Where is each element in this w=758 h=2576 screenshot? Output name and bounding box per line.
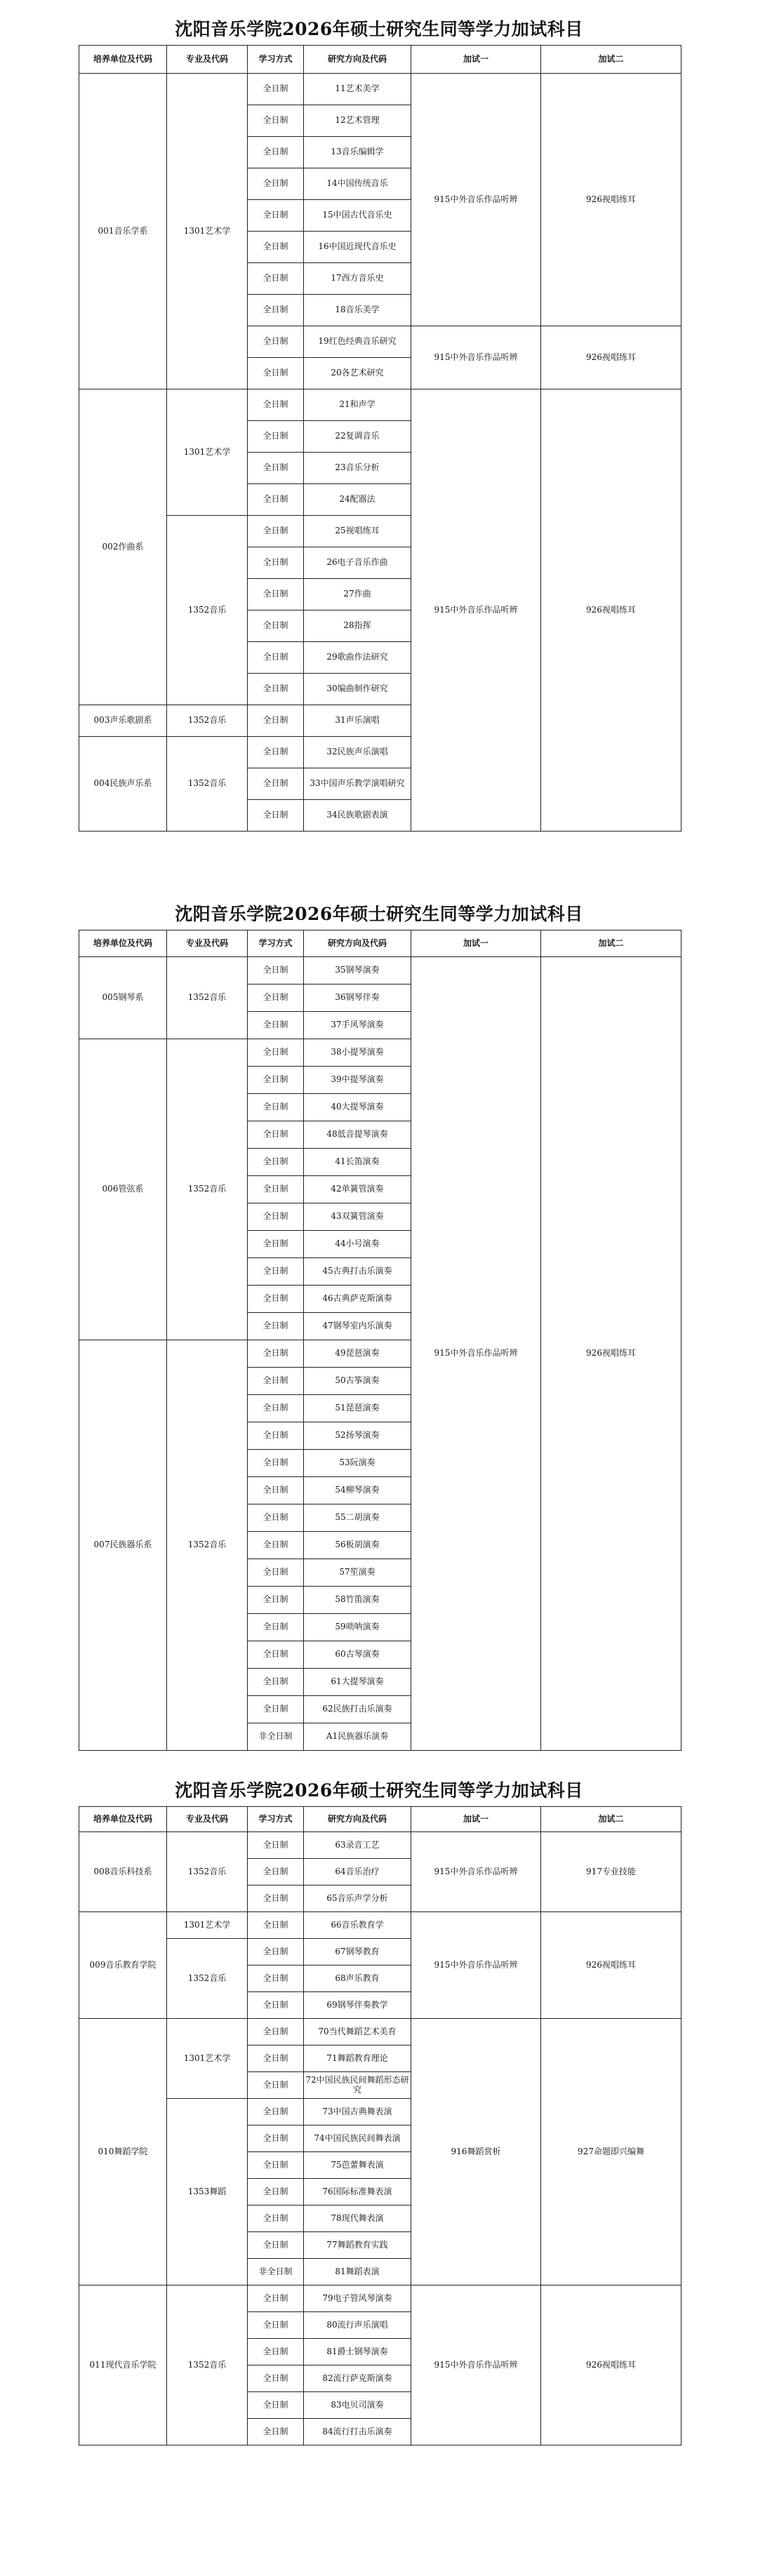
mode-cell: 全日制 <box>248 2099 304 2125</box>
direction-cell: 14中国传统音乐 <box>304 168 411 200</box>
unit-cell: 004民族声乐系 <box>79 737 167 832</box>
header-test-2: 加试二 <box>541 1807 681 1832</box>
mode-cell: 全日制 <box>248 2179 304 2205</box>
direction-cell: 17西方音乐史 <box>304 263 411 295</box>
direction-cell: 20各艺术研究 <box>304 358 411 389</box>
direction-cell: 58竹笛演奏 <box>304 1587 411 1614</box>
mode-cell: 全日制 <box>248 453 304 484</box>
direction-cell: 22复调音乐 <box>304 421 411 453</box>
direction-cell: 70当代舞蹈艺术美育 <box>304 2019 411 2046</box>
mode-cell: 全日制 <box>248 137 304 168</box>
test-1-cell: 915中外音乐作品听辨 <box>411 957 541 1751</box>
direction-cell: 39中提琴演奏 <box>304 1067 411 1094</box>
direction-cell: 13音乐编辑学 <box>304 137 411 168</box>
direction-cell: 24配器法 <box>304 484 411 516</box>
direction-cell: 62民族打击乐演奏 <box>304 1696 411 1723</box>
header-mode: 学习方式 <box>248 46 304 74</box>
header-direction: 研究方向及代码 <box>304 46 411 74</box>
direction-cell: 80流行声乐演唱 <box>304 2312 411 2339</box>
mode-cell: 全日制 <box>248 263 304 295</box>
page-title: 沈阳音乐学院2026年硕士研究生同等学力加试科目 <box>175 19 583 39</box>
direction-cell: 72中国民族民间舞蹈形态研究 <box>304 2072 411 2099</box>
mode-cell: 非全日制 <box>248 2259 304 2285</box>
major-cell: 1352音乐 <box>167 737 248 832</box>
direction-cell: 43双簧管演奏 <box>304 1203 411 1231</box>
direction-cell: 59唢呐演奏 <box>304 1614 411 1641</box>
direction-cell: 29歌曲作法研究 <box>304 642 411 674</box>
test-2-cell: 926视唱练耳 <box>541 389 681 832</box>
direction-cell: 54柳琴演奏 <box>304 1477 411 1504</box>
test-1-cell: 915中外音乐作品听辨 <box>411 1832 541 1912</box>
direction-cell: 81舞蹈表演 <box>304 2259 411 2285</box>
mode-cell: 全日制 <box>248 358 304 389</box>
major-cell: 1352音乐 <box>167 957 248 1039</box>
test-2-cell: 926视唱练耳 <box>541 957 681 1751</box>
header-test-1: 加试一 <box>411 1807 541 1832</box>
direction-cell: 42单簧管演奏 <box>304 1176 411 1203</box>
direction-cell: 50古筝演奏 <box>304 1368 411 1395</box>
mode-cell: 全日制 <box>248 1966 304 1992</box>
direction-cell: 83电贝司演奏 <box>304 2392 411 2419</box>
test-1-cell: 915中外音乐作品听辨 <box>411 326 541 389</box>
header-mode: 学习方式 <box>248 930 304 957</box>
direction-cell: 76国际标准舞表演 <box>304 2179 411 2205</box>
direction-cell: 49琵琶演奏 <box>304 1340 411 1368</box>
direction-cell: 57笙演奏 <box>304 1559 411 1587</box>
mode-cell: 全日制 <box>248 2125 304 2152</box>
direction-cell: 27作曲 <box>304 579 411 610</box>
mode-cell: 全日制 <box>248 1614 304 1641</box>
direction-cell: 71舞蹈教育理论 <box>304 2046 411 2072</box>
direction-cell: 26电子音乐作曲 <box>304 547 411 579</box>
mode-cell: 全日制 <box>248 2339 304 2365</box>
test-1-cell: 915中外音乐作品听辨 <box>411 74 541 326</box>
mode-cell: 全日制 <box>248 1422 304 1450</box>
header-mode: 学习方式 <box>248 1807 304 1832</box>
direction-cell: 23音乐分析 <box>304 453 411 484</box>
mode-cell: 全日制 <box>248 1067 304 1094</box>
header-test-1: 加试一 <box>411 46 541 74</box>
mode-cell: 全日制 <box>248 516 304 547</box>
mode-cell: 全日制 <box>248 642 304 674</box>
mode-cell: 全日制 <box>248 1859 304 1886</box>
direction-cell: 28指挥 <box>304 610 411 642</box>
mode-cell: 全日制 <box>248 610 304 642</box>
direction-cell: 44小号演奏 <box>304 1231 411 1258</box>
mode-cell: 全日制 <box>248 1477 304 1504</box>
test-1-cell: 915中外音乐作品听辨 <box>411 2285 541 2445</box>
direction-cell: 18音乐美学 <box>304 295 411 326</box>
major-cell: 1301艺术学 <box>167 389 248 516</box>
mode-cell: 全日制 <box>248 484 304 516</box>
header-direction: 研究方向及代码 <box>304 1807 411 1832</box>
major-cell: 1353舞蹈 <box>167 2099 248 2285</box>
mode-cell: 全日制 <box>248 326 304 358</box>
mode-cell: 全日制 <box>248 2285 304 2312</box>
direction-cell: 19红色经典音乐研究 <box>304 326 411 358</box>
direction-cell: 35钢琴演奏 <box>304 957 411 985</box>
test-1-cell: 915中外音乐作品听辨 <box>411 389 541 832</box>
direction-cell: 52扬琴演奏 <box>304 1422 411 1450</box>
direction-cell: 60古琴演奏 <box>304 1641 411 1669</box>
mode-cell: 全日制 <box>248 1121 304 1149</box>
header-row <box>79 1807 681 1832</box>
mode-cell: 全日制 <box>248 957 304 985</box>
test-2-cell: 926视唱练耳 <box>541 2285 681 2445</box>
mode-cell: 全日制 <box>248 1532 304 1559</box>
direction-cell: 64音乐治疗 <box>304 1859 411 1886</box>
test-2-cell: 927命题即兴编舞 <box>541 2019 681 2285</box>
direction-cell: 45古典打击乐演奏 <box>304 1258 411 1286</box>
direction-cell: 41长笛演奏 <box>304 1149 411 1176</box>
direction-cell: 55二胡演奏 <box>304 1504 411 1532</box>
mode-cell: 全日制 <box>248 168 304 200</box>
mode-cell: 全日制 <box>248 2365 304 2392</box>
mode-cell: 全日制 <box>248 1559 304 1587</box>
mode-cell: 全日制 <box>248 705 304 737</box>
mode-cell: 全日制 <box>248 1450 304 1477</box>
major-cell: 1352音乐 <box>167 1340 248 1751</box>
major-cell: 1301艺术学 <box>167 2019 248 2099</box>
direction-cell: 11艺术美学 <box>304 74 411 105</box>
table-row <box>79 957 681 985</box>
direction-cell: 31声乐演唱 <box>304 705 411 737</box>
direction-cell: 37手风琴演奏 <box>304 1012 411 1039</box>
mode-cell: 全日制 <box>248 1340 304 1368</box>
direction-cell: 74中国民族民间舞表演 <box>304 2125 411 2152</box>
direction-cell: 56板胡演奏 <box>304 1532 411 1559</box>
mode-cell: 全日制 <box>248 2152 304 2179</box>
direction-cell: 67钢琴教育 <box>304 1939 411 1966</box>
direction-cell: 34民族歌剧表演 <box>304 800 411 832</box>
header-direction: 研究方向及代码 <box>304 930 411 957</box>
mode-cell: 全日制 <box>248 200 304 232</box>
mode-cell: 全日制 <box>248 2312 304 2339</box>
mode-cell: 全日制 <box>248 1313 304 1340</box>
direction-cell: 51琵琶演奏 <box>304 1395 411 1422</box>
mode-cell: 全日制 <box>248 579 304 610</box>
admission-table-1 <box>79 45 681 832</box>
mode-cell: 全日制 <box>248 1368 304 1395</box>
unit-cell: 005钢琴系 <box>79 957 167 1039</box>
direction-cell: 78现代舞表演 <box>304 2205 411 2232</box>
direction-cell: 65音乐声学分析 <box>304 1886 411 1912</box>
mode-cell: 全日制 <box>248 1094 304 1121</box>
unit-cell: 010舞蹈学院 <box>79 2019 167 2285</box>
direction-cell: 32民族声乐演唱 <box>304 737 411 768</box>
mode-cell: 全日制 <box>248 2419 304 2445</box>
direction-cell: 47钢琴室内乐演奏 <box>304 1313 411 1340</box>
unit-cell: 002作曲系 <box>79 389 167 705</box>
major-cell: 1352音乐 <box>167 1832 248 1912</box>
major-cell: 1352音乐 <box>167 516 248 705</box>
mode-cell: 非全日制 <box>248 1723 304 1751</box>
direction-cell: 79电子管风琴演奏 <box>304 2285 411 2312</box>
direction-cell: 16中国近现代音乐史 <box>304 232 411 263</box>
direction-cell: 30编曲制作研究 <box>304 674 411 705</box>
major-cell: 1301艺术学 <box>167 1912 248 1939</box>
direction-cell: 75芭蕾舞表演 <box>304 2152 411 2179</box>
direction-cell: 12艺术管理 <box>304 105 411 137</box>
direction-cell: 68声乐教育 <box>304 1966 411 1992</box>
table-row <box>79 389 681 421</box>
mode-cell: 全日制 <box>248 737 304 768</box>
direction-cell: 21和声学 <box>304 389 411 421</box>
header-major: 专业及代码 <box>167 1807 248 1832</box>
admission-table-2 <box>79 930 681 1751</box>
mode-cell: 全日制 <box>248 74 304 105</box>
header-test-2: 加试二 <box>541 930 681 957</box>
mode-cell: 全日制 <box>248 2205 304 2232</box>
mode-cell: 全日制 <box>248 1286 304 1313</box>
test-2-cell: 926视唱练耳 <box>541 326 681 389</box>
mode-cell: 全日制 <box>248 1203 304 1231</box>
mode-cell: 全日制 <box>248 2019 304 2046</box>
major-cell: 1352音乐 <box>167 705 248 737</box>
mode-cell: 全日制 <box>248 1992 304 2019</box>
mode-cell: 全日制 <box>248 2046 304 2072</box>
table-row <box>79 74 681 105</box>
unit-cell: 003声乐歌剧系 <box>79 705 167 737</box>
table-row <box>79 2019 681 2046</box>
major-cell: 1352音乐 <box>167 2285 248 2445</box>
header-major: 专业及代码 <box>167 46 248 74</box>
mode-cell: 全日制 <box>248 1939 304 1966</box>
test-1-cell: 916舞蹈赏析 <box>411 2019 541 2285</box>
test-2-cell: 917专业技能 <box>541 1832 681 1912</box>
major-cell: 1352音乐 <box>167 1939 248 2019</box>
mode-cell: 全日制 <box>248 1912 304 1939</box>
mode-cell: 全日制 <box>248 1669 304 1696</box>
direction-cell: 81爵士钢琴演奏 <box>304 2339 411 2365</box>
major-cell: 1301艺术学 <box>167 74 248 389</box>
mode-cell: 全日制 <box>248 1395 304 1422</box>
direction-cell: 84流行打击乐演奏 <box>304 2419 411 2445</box>
mode-cell: 全日制 <box>248 2072 304 2099</box>
unit-cell: 006管弦系 <box>79 1039 167 1340</box>
mode-cell: 全日制 <box>248 1832 304 1859</box>
major-cell: 1352音乐 <box>167 1039 248 1340</box>
mode-cell: 全日制 <box>248 421 304 453</box>
mode-cell: 全日制 <box>248 2392 304 2419</box>
mode-cell: 全日制 <box>248 1149 304 1176</box>
unit-cell: 001音乐学系 <box>79 74 167 389</box>
mode-cell: 全日制 <box>248 232 304 263</box>
test-2-cell: 926视唱练耳 <box>541 1912 681 2019</box>
header-unit: 培养单位及代码 <box>79 46 167 74</box>
test-1-cell: 915中外音乐作品听辨 <box>411 1912 541 2019</box>
header-test-1: 加试一 <box>411 930 541 957</box>
direction-cell: A1民族器乐演奏 <box>304 1723 411 1751</box>
header-test-2: 加试二 <box>541 46 681 74</box>
direction-cell: 77舞蹈教育实践 <box>304 2232 411 2259</box>
direction-cell: 53阮演奏 <box>304 1450 411 1477</box>
header-unit: 培养单位及代码 <box>79 1807 167 1832</box>
unit-cell: 009音乐教育学院 <box>79 1912 167 2019</box>
mode-cell: 全日制 <box>248 295 304 326</box>
header-row <box>79 46 681 74</box>
page-title: 沈阳音乐学院2026年硕士研究生同等学力加试科目 <box>175 904 583 924</box>
admission-table-3 <box>79 1806 681 2445</box>
mode-cell: 全日制 <box>248 1176 304 1203</box>
mode-cell: 全日制 <box>248 800 304 832</box>
direction-cell: 46古典萨克斯演奏 <box>304 1286 411 1313</box>
mode-cell: 全日制 <box>248 1886 304 1912</box>
mode-cell: 全日制 <box>248 389 304 421</box>
direction-cell: 69钢琴伴奏教学 <box>304 1992 411 2019</box>
mode-cell: 全日制 <box>248 1258 304 1286</box>
mode-cell: 全日制 <box>248 674 304 705</box>
direction-cell: 36钢琴伴奏 <box>304 985 411 1012</box>
mode-cell: 全日制 <box>248 985 304 1012</box>
direction-cell: 82流行萨克斯演奏 <box>304 2365 411 2392</box>
mode-cell: 全日制 <box>248 768 304 800</box>
table-row <box>79 2285 681 2312</box>
unit-cell: 008音乐科技系 <box>79 1832 167 1912</box>
mode-cell: 全日制 <box>248 1641 304 1669</box>
direction-cell: 66音乐教育学 <box>304 1912 411 1939</box>
direction-cell: 48低音提琴演奏 <box>304 1121 411 1149</box>
unit-cell: 007民族器乐系 <box>79 1340 167 1751</box>
table-row <box>79 1912 681 1939</box>
mode-cell: 全日制 <box>248 1587 304 1614</box>
direction-cell: 15中国古代音乐史 <box>304 200 411 232</box>
header-row <box>79 930 681 957</box>
mode-cell: 全日制 <box>248 2232 304 2259</box>
test-2-cell: 926视唱练耳 <box>541 74 681 326</box>
direction-cell: 61大提琴演奏 <box>304 1669 411 1696</box>
header-unit: 培养单位及代码 <box>79 930 167 957</box>
header-major: 专业及代码 <box>167 930 248 957</box>
mode-cell: 全日制 <box>248 1231 304 1258</box>
direction-cell: 33中国声乐教学演唱研究 <box>304 768 411 800</box>
mode-cell: 全日制 <box>248 105 304 137</box>
table-row <box>79 1832 681 1859</box>
mode-cell: 全日制 <box>248 1696 304 1723</box>
mode-cell: 全日制 <box>248 1504 304 1532</box>
direction-cell: 63录音工艺 <box>304 1832 411 1859</box>
direction-cell: 25视唱练耳 <box>304 516 411 547</box>
mode-cell: 全日制 <box>248 547 304 579</box>
direction-cell: 38小提琴演奏 <box>304 1039 411 1067</box>
direction-cell: 73中国古典舞表演 <box>304 2099 411 2125</box>
mode-cell: 全日制 <box>248 1012 304 1039</box>
unit-cell: 011现代音乐学院 <box>79 2285 167 2445</box>
page-title: 沈阳音乐学院2026年硕士研究生同等学力加试科目 <box>175 1780 583 1801</box>
direction-cell: 40大提琴演奏 <box>304 1094 411 1121</box>
mode-cell: 全日制 <box>248 1039 304 1067</box>
